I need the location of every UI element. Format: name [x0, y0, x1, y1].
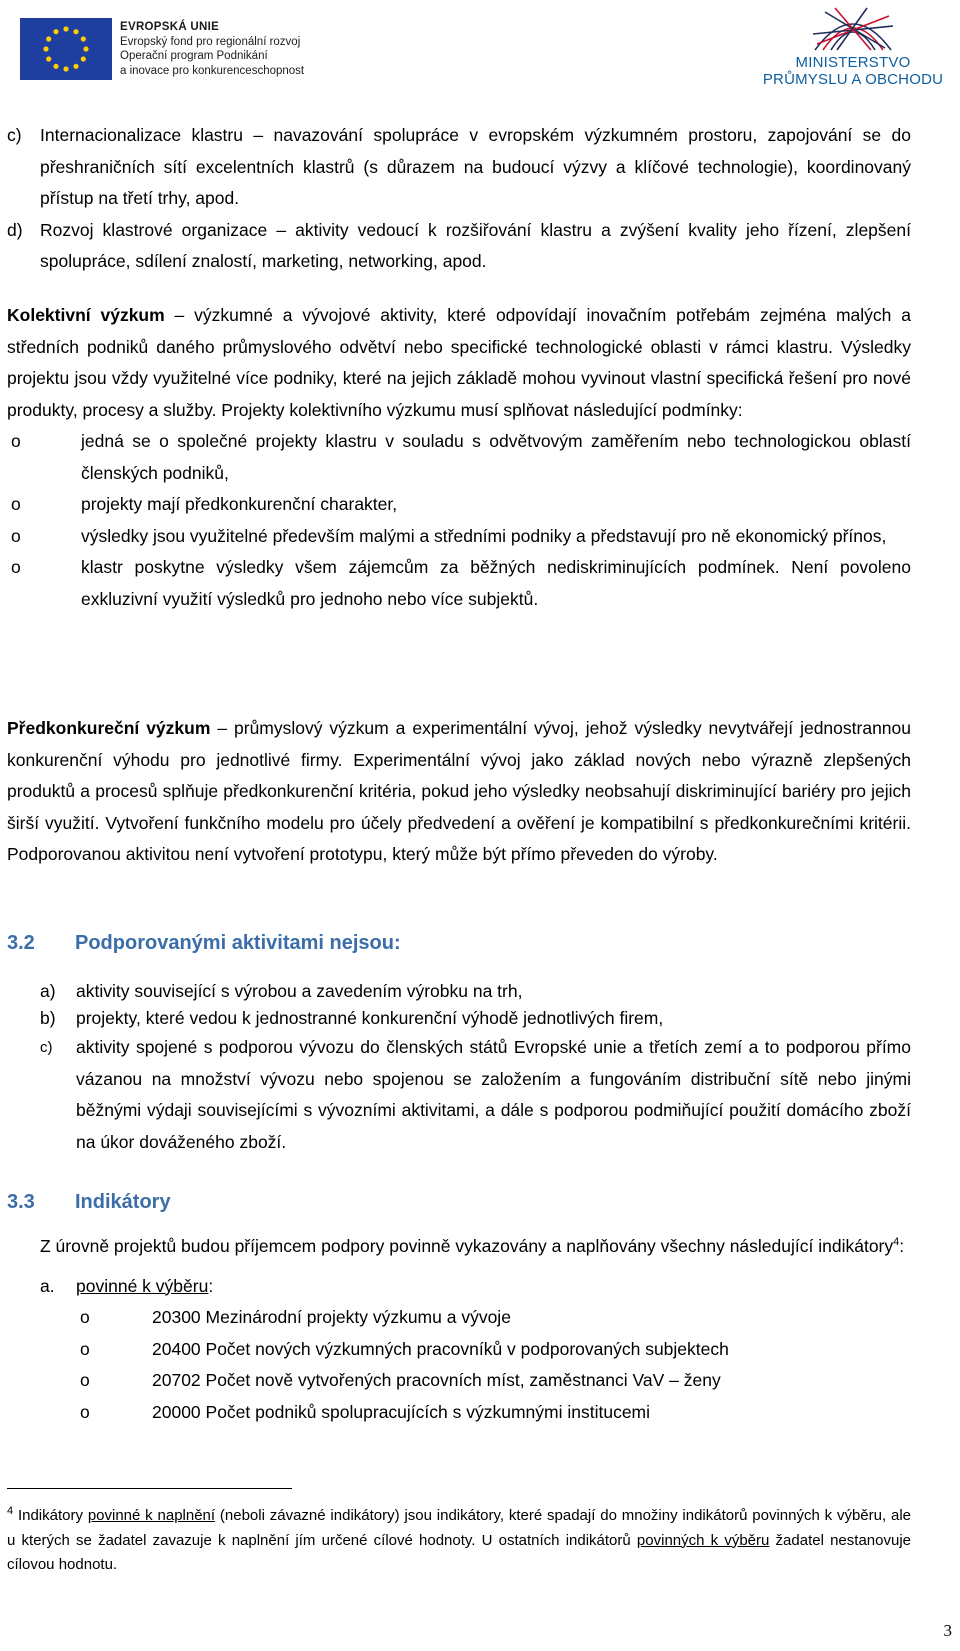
mpo-line-1: MINISTERSTVO [795, 54, 911, 71]
bullet-marker: o [11, 431, 21, 451]
eu-line-2: Evropský fond pro regionální rozvoj [120, 35, 301, 48]
eu-logo [20, 18, 304, 80]
kolektivni-term: Kolektivní výzkum [7, 305, 165, 325]
list-text: Internacionalizace klastru – navazování spolupráce v evropském výzkumném prostoru, zapojování se do přeshraničních sítí excelentních klastrů (s důrazem na budoucí výzvy a klíčové technologie), koordinovaný přístup na třetí trhy, apod. [40, 125, 911, 208]
predkonkurecni-paragraph [7, 713, 911, 871]
list-item [40, 1005, 911, 1032]
list-text: aktivity spojené s podporou vývozu do členských států Evropské unie a třetích zemí a to podporou přímo vázanou na množství vývozu nebo spojenou se založením a fungováním distribuční sítě nebo jinými běžnými výdaji souvisejícími s vývozními aktivitami, a dále s podporou podmiňující použití domácího zboží na úkor dováženého zboží. [76, 1037, 911, 1152]
mpo-globe-icon [805, 4, 901, 54]
condition-text: výsledky jsou využitelné především malými a středními podniky a představují pro ně ekonomický přínos, [81, 525, 887, 546]
footnote-part-3: žadatel nestanovuje cílovou hodnotu. [7, 1531, 911, 1573]
section-3-3-body [40, 1231, 911, 1428]
list-item [40, 978, 911, 1005]
indicator-item [40, 1302, 911, 1334]
indicator-text: 20702 Počet nově vytvořených pracovních míst, zaměstnanci VaV – ženy [152, 1370, 721, 1390]
list-item [40, 1032, 911, 1158]
footnote-separator [7, 1488, 292, 1489]
intro-end: : [899, 1236, 905, 1256]
page-number: 3 [943, 1621, 952, 1640]
intro-text: Z úrovně projektů budou příjemcem podpory povinně vykazovány a naplňovány všechny následující indikátory [40, 1236, 894, 1256]
bullet-marker: o [80, 1307, 90, 1327]
sub-colon: : [208, 1275, 214, 1296]
condition-item [7, 489, 911, 521]
list-marker: d) [7, 219, 23, 240]
predkonkurecni-term: Předkonkureční výzkum [7, 718, 211, 738]
list-item [7, 215, 911, 278]
sub-marker: a. [40, 1275, 55, 1296]
footnote-underlined-2: povinných k výběru [636, 1531, 770, 1549]
list-cd [7, 120, 911, 278]
list-marker: a) [40, 981, 56, 1001]
mpo-logo [758, 4, 948, 88]
footnote-underlined-1: povinné k naplnění [87, 1507, 216, 1524]
section-3-3 [7, 1191, 911, 1214]
indicators-intro [40, 1231, 911, 1263]
section-title: Podporovanými aktivitami nejsou: [75, 932, 401, 954]
list-text: aktivity související s výrobou a zavedením výrobku na trh, [76, 981, 523, 1001]
predkonkurecni-text: – průmyslový výzkum a experimentální vývoj, jehož výsledky nevytvářejí jednostrannou konkurenční výhodu pro jednotlivé firmy. Experimentální vývoj jako základ nových nebo výrazně zlepšených produktů a procesů splňuje předkonkurenční kritéria, pokud jeho výsledky neobsahují diskriminující bariéry pro jejich širší využití. Vytvoření funkčního modelu pro účely předvedení a ověření je kompatibilní s předkonkurečními kritérii. Podporovanou aktivitou není vytvoření prototypu, který může být přímo převeden do výroby. [7, 718, 912, 864]
section-number: 3.3 [7, 1191, 35, 1213]
indicator-item [40, 1397, 911, 1429]
footnote-ref: 4 [893, 1236, 900, 1249]
bullet-marker: o [11, 494, 21, 514]
footnote-part-2: (neboli závazné indikátory) jsou indikátory, které spadají do množiny indikátorů povinných k výběru, ale u kterých se žadatel zavazuje k naplnění jím určené cílové hodnoty. U ostatních indikátorů [7, 1507, 911, 1549]
condition-item [7, 426, 911, 489]
kolektivni-paragraph [7, 300, 911, 426]
kolektivni-vyzkum-section [7, 300, 911, 615]
indicator-text: 20300 Mezinárodní projekty výzkumu a vývoje [152, 1307, 511, 1327]
footnote-mark: 4 [7, 1505, 14, 1517]
eu-line-4: a inovace pro konkurenceschopnost [120, 64, 305, 77]
footnote-part-1: Indikátory [13, 1507, 88, 1524]
sub-label: povinné k výběru [76, 1275, 209, 1296]
section-title: Indikátory [75, 1191, 171, 1213]
predkonkurecni-vyzkum-section [7, 713, 911, 871]
eu-logo-text [120, 20, 304, 78]
bullet-marker: o [11, 557, 21, 577]
eu-flag-icon [20, 18, 112, 80]
list-text: Rozvoj klastrové organizace – aktivity vedoucí k rozšiřování klastru a zvýšení kvality jeho řízení, zlepšení spolupráce, sdílení znalostí, marketing, networking, apod. [40, 219, 911, 271]
indicator-item [40, 1334, 911, 1366]
list-marker: c) [7, 125, 22, 145]
section-number: 3.2 [7, 932, 35, 954]
section-3-2-list [40, 978, 911, 1158]
condition-item [7, 521, 911, 553]
condition-item [7, 552, 911, 615]
eu-line-3: Operační program Podnikání [120, 50, 268, 62]
eu-line-1: EVROPSKÁ UNIE [120, 21, 220, 33]
list-marker: b) [40, 1008, 56, 1028]
kolektivni-text: – výzkumné a vývojové aktivity, které odpovídají inovačním potřebám zejména malých a středních podniků daného průmyslového odvětví nebo specifické technologické oblasti v rámci klastru. Výsledky projektu jsou vždy využitelné více podniky, které na jejich základě mohou vyvinout vlastní specifická řešení pro nové produkty, procesy a služby. Projekty kolektivního výzkumu musí splňovat následující podmínky: [7, 305, 911, 420]
list-marker: c) [40, 1039, 53, 1056]
indicator-text: 20400 Počet nových výzkumných pracovníků v podporovaných subjektech [152, 1338, 729, 1359]
indicator-item [40, 1365, 911, 1397]
condition-text: projekty mají předkonkurenční charakter, [81, 494, 398, 514]
bullet-marker: o [80, 1338, 90, 1359]
bullet-marker: o [80, 1370, 90, 1390]
mpo-line-2: PRŮMYSLU A OBCHODU [762, 71, 944, 88]
condition-text: jedná se o společné projekty klastru v souladu s odvětvovým zaměřením nebo technologickou oblastí členských podniků, [81, 431, 911, 483]
section-heading [7, 1191, 911, 1214]
section-3-2 [7, 932, 911, 955]
footnote [7, 1504, 911, 1578]
list-text: projekty, které vedou k jednostranné konkurenční výhodě jednotlivých firem, [76, 1008, 664, 1028]
indicator-text: 20000 Počet podniků spolupracujících s výzkumnými institucemi [152, 1401, 651, 1422]
bullet-marker: o [80, 1401, 90, 1422]
list-item [7, 120, 911, 215]
bullet-marker: o [11, 525, 21, 546]
sub-list-heading [40, 1271, 911, 1303]
section-heading [7, 932, 911, 955]
condition-text: klastr poskytne výsledky všem zájemcům za běžných nediskriminujících podmínek. Není povoleno exkluzivní využití výsledků pro jednoho nebo více subjektů. [81, 557, 911, 609]
